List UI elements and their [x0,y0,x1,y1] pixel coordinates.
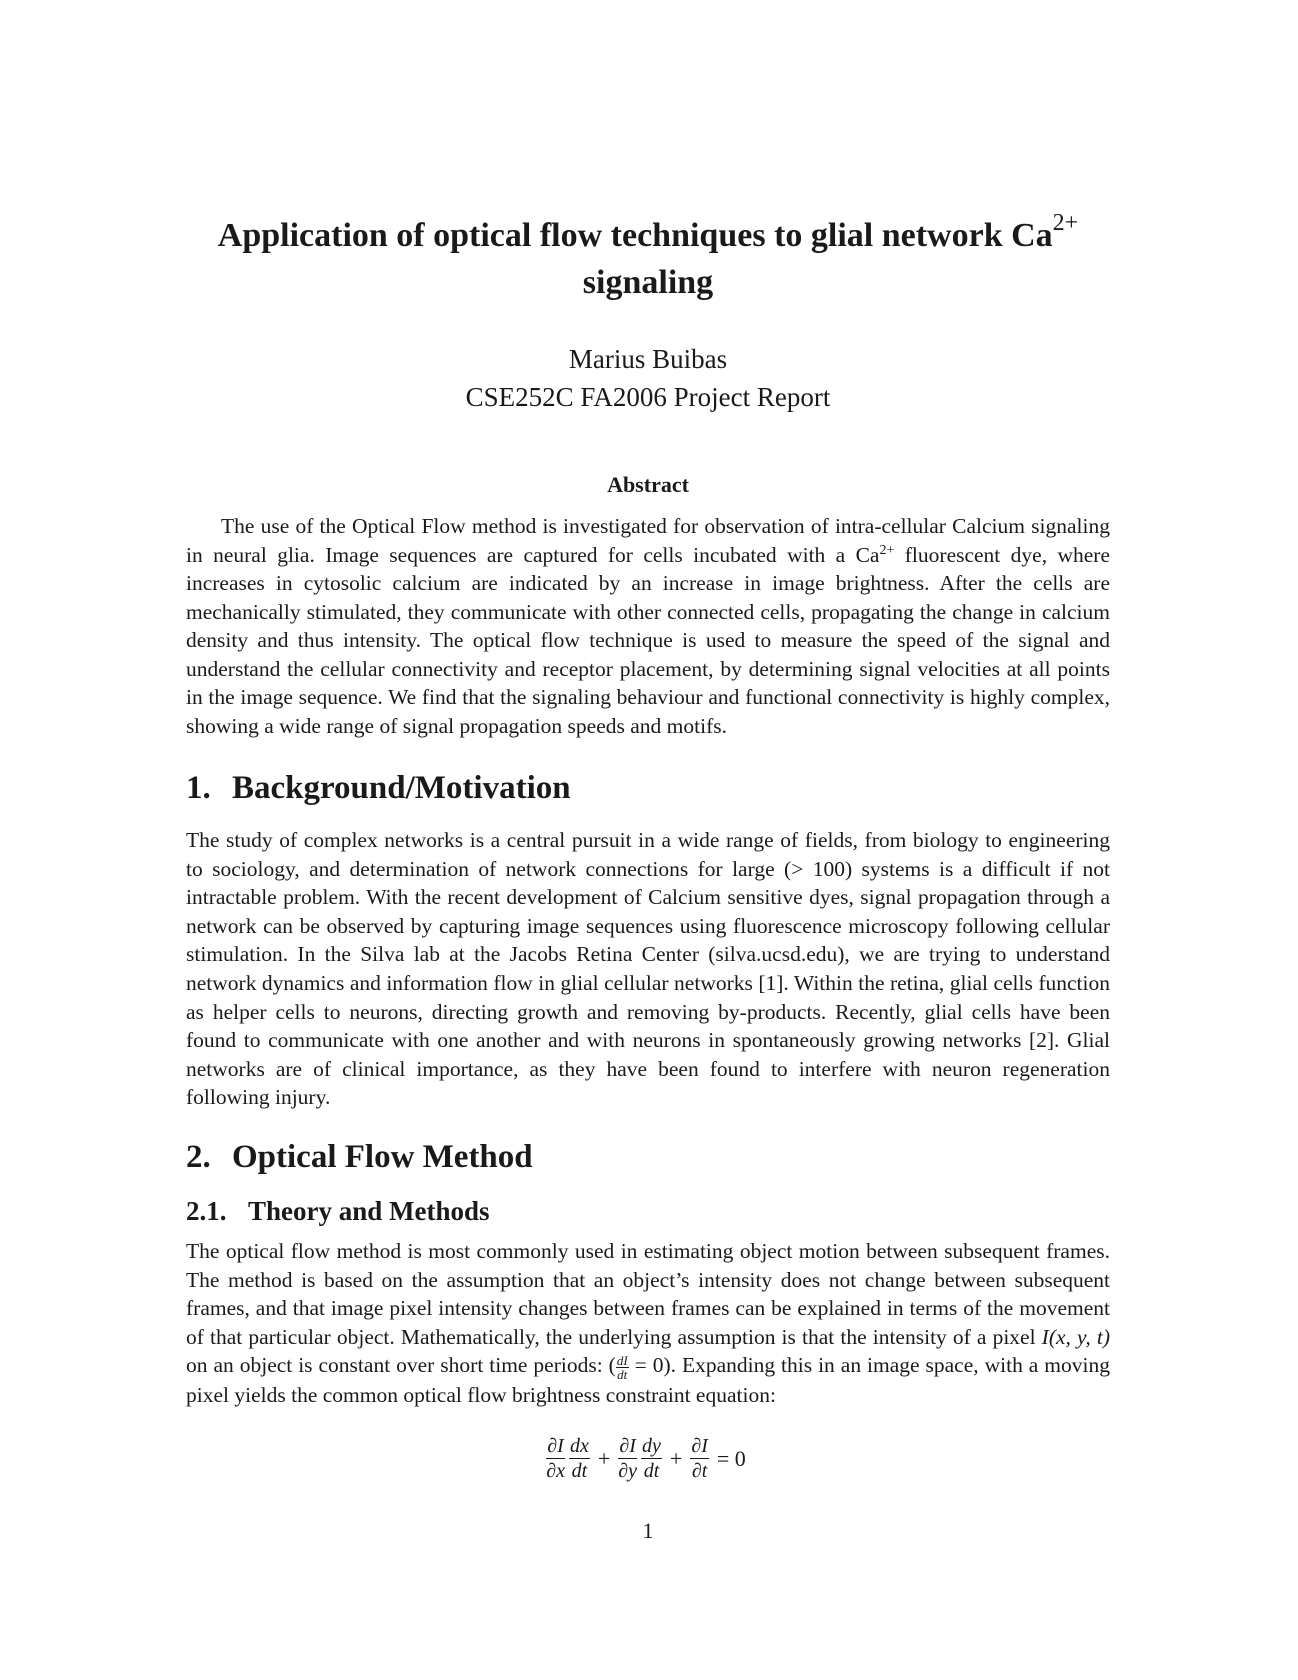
author-name: Marius Buibas [568,344,728,374]
eq-t1-den: ∂x [546,1460,565,1482]
title-line-1: Application of optical flow techniques to glial network Ca [217,217,1053,254]
didt-numerator: dI [616,1352,628,1368]
eq-frac-dy-dt [641,1434,662,1483]
eq-t3-num: ∂I [619,1435,636,1457]
title-line-2: signaling [582,264,714,301]
abstract-text-part-1: The use of the Optical Flow method is investigated for observation of intra-cellular Calcium signaling in neural glia. Image sequences are captured for cells incubated with a Ca [186,514,1110,567]
subsection-2-1-title: Theory and Methods [248,1196,490,1226]
didt-fraction [616,1354,629,1381]
brightness-constraint-equation [186,1434,1110,1483]
eq-t2-den: dt [571,1460,588,1482]
author-block [186,340,1110,416]
eq-frac-di-dy [618,1434,637,1483]
subsection-2-1-heading [186,1196,490,1227]
page-number: 1 [642,1518,654,1543]
subsection-2-1-paragraph [186,1237,1110,1410]
eq-t5-num: ∂I [691,1435,708,1457]
eq-t2-num: dx [569,1435,589,1457]
eq-frac-di-dx [546,1434,565,1483]
pixel-expression: I(x, y, t) [1041,1324,1110,1349]
paper-title [186,212,1110,306]
eq-rhs: = 0 [716,1445,746,1471]
author-affiliation: CSE252C FA2006 Project Report [465,382,831,412]
didt-denominator: dt [617,1366,628,1382]
abstract-text-part-2: fluorescent dye, where increases in cytosolic calcium are indicated by an increase in image brightness. After the cells are mechanically stimulated, they communicate with other connected cells, propagating the change in calcium density and thus intensity. The optical flow technique is used to measure the speed of the signal and understand the cellular connectivity and receptor placement, by determining signal velocities at all points in the image sequence. We find that the signaling behaviour and functional connectivity is highly complex, showing a wide range of signal propagation speeds and motifs. [186,542,1110,738]
eq-plus-2: + [669,1445,683,1471]
section-1-heading [186,770,571,807]
abstract-superscript: 2+ [879,542,895,558]
section-2-number: 2. [186,1139,211,1175]
section-2-title: Optical Flow Method [232,1139,533,1175]
eq-t3-den: ∂y [618,1460,638,1482]
eq-plus-1: + [597,1445,611,1471]
paragraph-part-b: on an object is constant over short time periods: ( [186,1353,616,1378]
eq-t4-num: dy [642,1435,661,1457]
section-2-heading [186,1139,533,1176]
abstract-heading: Abstract [607,472,689,497]
eq-frac-di-dt [690,1434,709,1483]
paragraph-part-c: = 0). Expanding this in an image space, with a moving pixel yields the common optical flow brightness constraint equation: [186,1353,1110,1407]
eq-t5-den: ∂t [691,1460,708,1482]
paragraph-part-a: The optical flow method is most commonly used in estimating object motion between subsequent frames. The method is based on the assumption that an object’s intensity does not change between subsequent frames, and that image pixel intensity changes between frames can be explained in terms of the movement of that particular object. Mathematically, the underlying assumption is that the intensity of a pixel [186,1239,1110,1349]
subsection-2-1-number: 2.1. [186,1196,227,1226]
section-1-title: Background/Motivation [232,770,571,806]
eq-t4-den: dt [643,1460,660,1482]
abstract-text [186,512,1110,740]
eq-t1-num: ∂I [547,1435,564,1457]
section-1-number: 1. [186,770,211,806]
section-1-paragraph: The study of complex networks is a central pursuit in a wide range of fields, from biology to engineering to sociology, and determination of network connections for large (> 100) systems is a difficult if not intractable problem. With the recent development of Calcium sensitive dyes, signal propagation through a network can be observed by capturing image sequences using fluorescence microscopy following cellular stimulation. In the Silva lab at the Jacobs Retina Center (silva.ucsd.edu), we are trying to understand network dynamics and information flow in glial cellular networks [1]. Within the retina, glial cells function as helper cells to neurons, directing growth and removing by-products. Recently, glial cells have been found to communicate with one another and with neurons in spontaneously growing networks [2]. Glial networks are of clinical importance, as they have been found to interfere with neuron regeneration following injury. [186,828,1110,1110]
title-superscript: 2+ [1052,210,1079,236]
eq-frac-dx-dt [569,1434,590,1483]
